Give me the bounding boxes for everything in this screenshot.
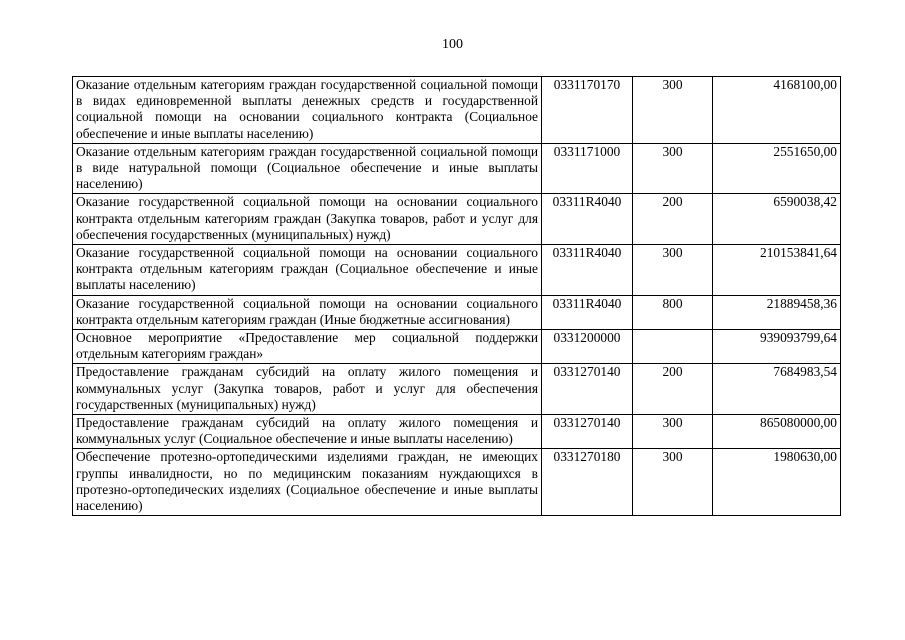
row-expense-type: 200 [633,364,713,415]
row-amount: 210153841,64 [713,245,841,296]
table-row [73,415,841,449]
budget-table-body [73,77,841,516]
row-target-code: 0331200000 [542,330,633,364]
row-target-code: 03311R4040 [542,194,633,245]
row-target-code: 0331170170 [542,77,633,144]
row-expense-type: 300 [633,449,713,516]
row-expense-type: 300 [633,77,713,144]
budget-table [72,76,841,516]
row-amount: 1980630,00 [713,449,841,516]
row-amount: 7684983,54 [713,364,841,415]
row-description: Оказание государственной социальной помощи на основании социального контракта отдельным категориям граждан (Иные бюджетные ассигнования) [73,295,542,329]
row-description: Обеспечение протезно-ортопедическими изделиями граждан, не имеющих группы инвалидности, но по медицинским показаниям нуждающихся в протезно-ортопедических изделиях (Социальное обеспечение и иные выплаты населению) [73,449,542,516]
table-row [73,143,841,194]
row-description: Предоставление гражданам субсидий на оплату жилого помещения и коммунальных услуг (Закупка товаров, работ и услуг для обеспечения государственных (муниципальных) нужд) [73,364,542,415]
row-description: Предоставление гражданам субсидий на оплату жилого помещения и коммунальных услуг (Социальное обеспечение и иные выплаты населению) [73,415,542,449]
table-row [73,245,841,296]
table-row [73,194,841,245]
row-target-code: 0331171000 [542,143,633,194]
row-amount: 939093799,64 [713,330,841,364]
row-target-code: 0331270180 [542,449,633,516]
row-description: Оказание государственной социальной помощи на основании социального контракта отдельным категориям граждан (Закупка товаров, работ и услуг для обеспечения государственных (муниципальных) нужд) [73,194,542,245]
row-amount: 21889458,36 [713,295,841,329]
row-expense-type: 300 [633,245,713,296]
row-amount: 4168100,00 [713,77,841,144]
row-description: Основное мероприятие «Предоставление мер социальной поддержки отдельным категориям граждан» [73,330,542,364]
table-row [73,330,841,364]
row-target-code: 03311R4040 [542,295,633,329]
row-expense-type: 300 [633,143,713,194]
row-expense-type [633,330,713,364]
row-description: Оказание отдельным категориям граждан государственной социальной помощи в виде натуральной помощи (Социальное обеспечение и иные выплаты населению) [73,143,542,194]
row-target-code: 03311R4040 [542,245,633,296]
row-amount: 2551650,00 [713,143,841,194]
row-description: Оказание отдельным категориям граждан государственной социальной помощи в видах единовременной выплаты денежных средств и государственной социальной помощи на основании социального контракта (Социальное обеспечение и иные выплаты населению) [73,77,542,144]
table-row [73,295,841,329]
table-row [73,449,841,516]
row-amount: 6590038,42 [713,194,841,245]
table-row [73,77,841,144]
row-amount: 865080000,00 [713,415,841,449]
row-expense-type: 200 [633,194,713,245]
row-expense-type: 800 [633,295,713,329]
row-target-code: 0331270140 [542,415,633,449]
row-description: Оказание государственной социальной помощи на основании социального контракта отдельным категориям граждан (Социальное обеспечение и иные выплаты населению) [73,245,542,296]
table-row [73,364,841,415]
row-target-code: 0331270140 [542,364,633,415]
row-expense-type: 300 [633,415,713,449]
page-number: 100 [442,37,463,52]
